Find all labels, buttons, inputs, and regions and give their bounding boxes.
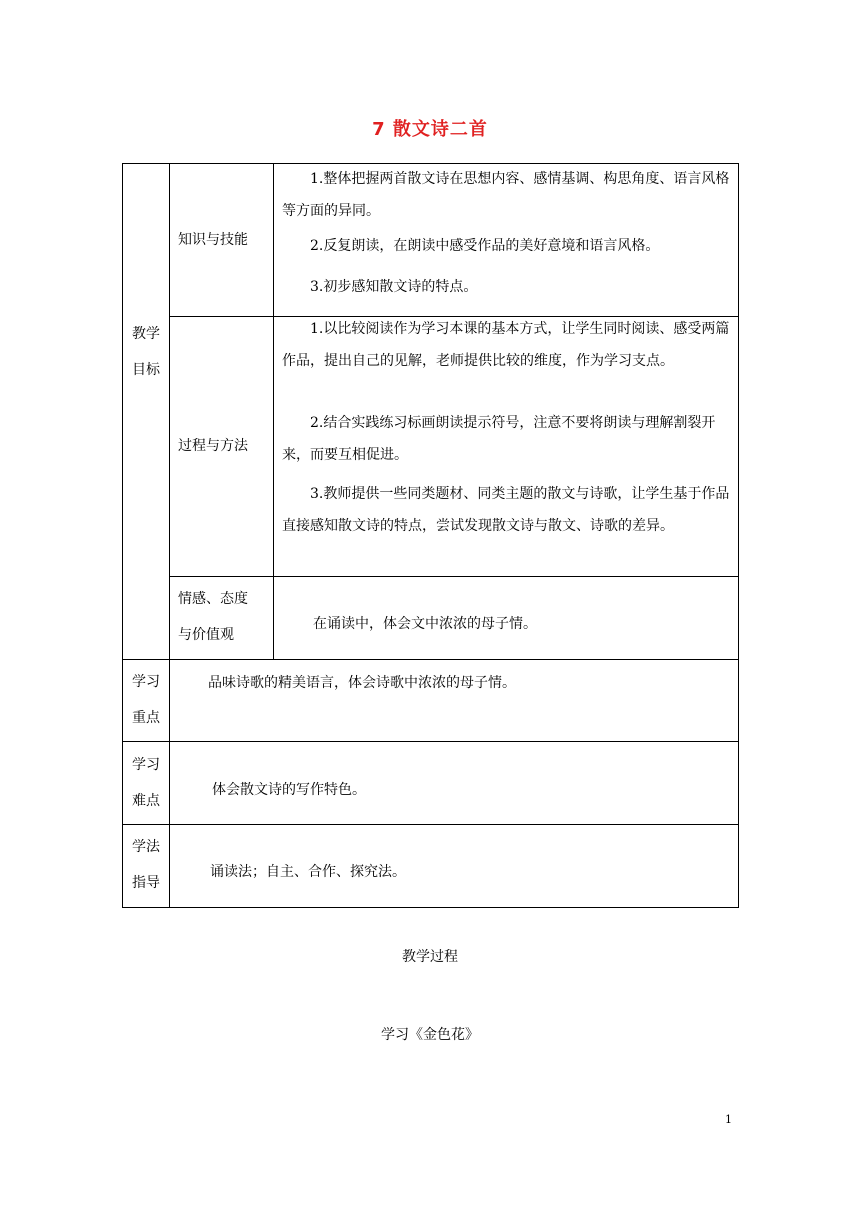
section-heading: 教学过程: [402, 949, 458, 965]
method-label-line2: 指导: [132, 875, 160, 891]
knowledge-label: 知识与技能: [178, 232, 248, 248]
subheading: 学习《金色花》: [381, 1027, 479, 1043]
difficulty-content: 体会散文诗的写作特色。: [212, 782, 366, 798]
goal-label-line1: 教学: [132, 326, 160, 342]
document-title: 7 散文诗二首: [372, 119, 488, 140]
knowledge-item-2: 2.反复朗读，在朗读中感受作品的美好意境和语言风格。: [310, 238, 660, 254]
emotion-label-line1: 情感、态度: [178, 591, 248, 607]
emotion-content: 在诵读中，体会文中浓浓的母子情。: [313, 616, 537, 632]
method-label-line1: 学法: [132, 839, 160, 855]
knowledge-item-1: 1.整体把握两首散文诗在思想内容、感情基调、构思角度、语言风格等方面的异同。: [282, 171, 730, 219]
focus-label-line2: 重点: [132, 710, 160, 726]
knowledge-item-3: 3.初步感知散文诗的特点。: [310, 279, 478, 295]
goal-label-line2: 目标: [132, 362, 160, 378]
process-label: 过程与方法: [178, 438, 248, 454]
page-number: 1: [725, 1113, 732, 1126]
difficulty-label-line2: 难点: [132, 793, 160, 809]
focus-label-line1: 学习: [132, 674, 160, 690]
process-item-3: 3.教师提供一些同类题材、同类主题的散文与诗歌，让学生基于作品直接感知散文诗的特点，尝试发现散文诗与散文、诗歌的差异。: [282, 486, 730, 534]
emotion-label-line2: 与价值观: [178, 627, 234, 643]
process-item-1: 1.以比较阅读作为学习本课的基本方式，让学生同时阅读、感受两篇作品，提出自己的见解，老师提供比较的维度，作为学习支点。: [282, 321, 730, 369]
method-content: 诵读法；自主、合作、探究法。: [210, 864, 406, 880]
process-item-2: 2.结合实践练习标画朗读提示符号，注意不要将朗读与理解割裂开来，而要互相促进。: [282, 415, 716, 463]
difficulty-label-line1: 学习: [132, 757, 160, 773]
focus-content: 品味诗歌的精美语言，体会诗歌中浓浓的母子情。: [208, 675, 516, 691]
